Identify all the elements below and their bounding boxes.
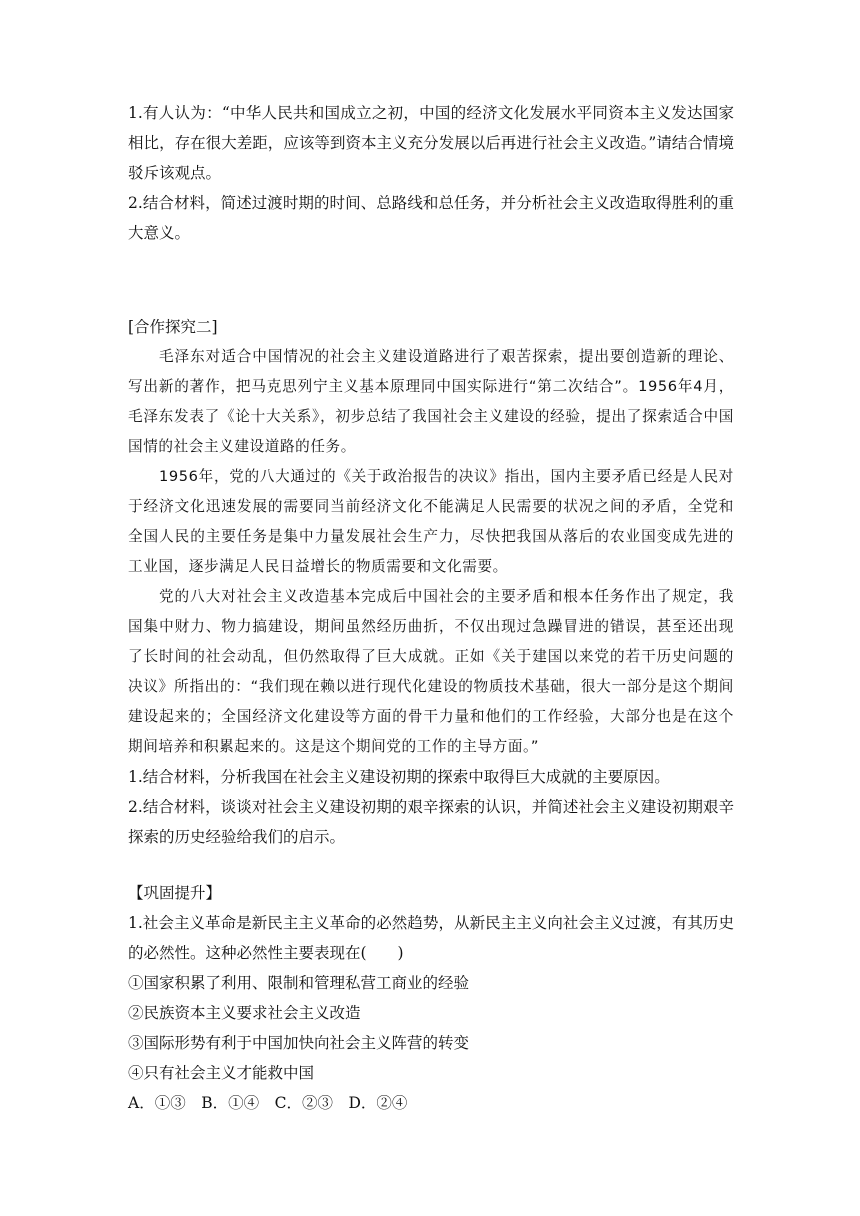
choice-question-stem: 1.社会主义革命是新民主主义革命的必然趋势，从新民主主义向社会主义过渡，有其历史的必然性。这种必然性主要表现在( )	[128, 914, 734, 962]
section-heading-consolidation: 【巩固提升】	[128, 884, 222, 902]
question-1-2: 2.结合材料，简述过渡时期的时间、总路线和总任务，并分析社会主义改造取得胜利的重大意义。	[128, 194, 734, 242]
answer-options: A．①③ B．①④ C．②③ D．②④	[128, 1094, 408, 1112]
material-paragraph-3: 党的八大对社会主义改造基本完成后中国社会的主要矛盾和根本任务作出了规定，我国集中财力、物力搞建设，期间虽然经历曲折，不仅出现过急躁冒进的错误，甚至还出现了长时间的社会动乱，但仍然取得了巨大成就。正如《关于建国以来党的若干历史问题的决议》所指出的：“我们现在赖以进行现代化建设的物质技术基础，很大一部分是这个期间建设起来的；全国经济文化建设等方面的骨干力量和他们的工作经验，大部分也是在这个期间培养和积累起来的。这是这个期间党的工作的主导方面。”	[128, 588, 734, 755]
material-paragraph-1: 毛泽东对适合中国情况的社会主义建设道路进行了艰苦探索，提出要创造新的理论、写出新的著作，把马克思列宁主义基本原理同中国实际进行“第二次结合”。1956年4月，毛泽东发表了《论十大关系》，初步总结了我国社会主义建设的经验，提出了探索适合中国国情的社会主义建设道路的任务。	[128, 348, 734, 455]
section-heading-cooperative-inquiry-2: [合作探究二]	[128, 318, 218, 336]
spacer	[128, 248, 734, 312]
question-1-1: 1.有人认为：“中华人民共和国成立之初，中国的经济文化发展水平同资本主义发达国家相比，存在很大差距，应该等到资本主义充分发展以后再进行社会主义改造。”请结合情境驳斥该观点。	[128, 104, 734, 182]
material-paragraph-2: 1956年，党的八大通过的《关于政治报告的决议》指出，国内主要矛盾已经是人民对于经济文化迅速发展的需要同当前经济文化不能满足人民需要的状况之间的矛盾，全党和全国人民的主要任务是集中力量发展社会生产力，尽快把我国从落后的农业国变成先进的工业国，逐步满足人民日益增长的物质需要和文化需要。	[128, 468, 734, 575]
choice-item-1: ①国家积累了利用、限制和管理私营工商业的经验	[128, 974, 470, 992]
question-2-1: 1.结合材料，分析我国在社会主义建设初期的探索中取得巨大成就的主要原因。	[128, 768, 670, 786]
choice-item-3: ③国际形势有利于中国加快向社会主义阵营的转变	[128, 1034, 470, 1052]
question-2-2: 2.结合材料，谈谈对社会主义建设初期的艰辛探索的认识，并简述社会主义建设初期艰辛探索的历史经验给我们的启示。	[128, 798, 734, 846]
choice-item-2: ②民族资本主义要求社会主义改造	[128, 1004, 361, 1022]
choice-item-4: ④只有社会主义才能救中国	[128, 1064, 315, 1082]
spacer	[128, 852, 734, 878]
